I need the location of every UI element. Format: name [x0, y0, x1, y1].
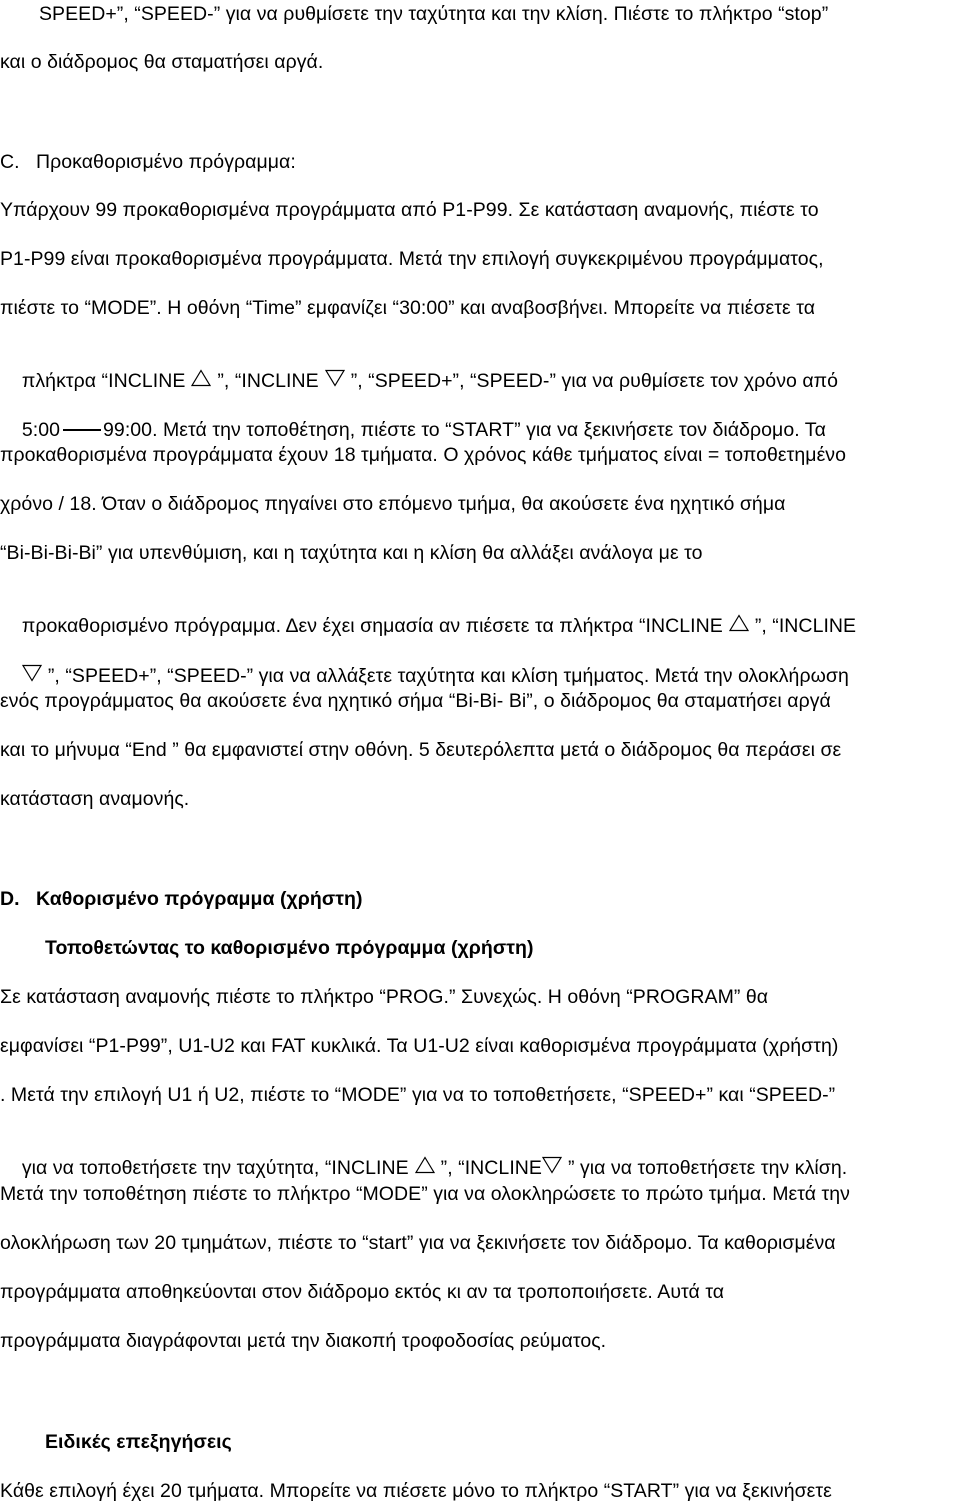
paragraph-line: εμφανίσει “P1-P99”, U1-U2 και FAT κυκλικά. Τα U1-U2 είναι καθορισμένα προγράμματα (χρήστη): [0, 1035, 839, 1057]
text-run: ”, “INCLINE: [440, 1157, 542, 1179]
triangle-up-icon: [415, 1156, 435, 1174]
paragraph-line: SPEED+”, “SPEED-” για να ρυθμίσετε την ταχύτητα και την κλίση. Πιέστε το πλήκτρο “stop”: [39, 3, 829, 25]
paragraph-line: και ο διάδρομος θα σταματήσει αργά.: [0, 51, 324, 73]
text-run: προκαθορισμένο πρόγραμμα. Δεν έχει σημασία αν πιέσετε τα πλήκτρα “INCLINE: [21, 615, 723, 637]
paragraph-line: προκαθορισμένα προγράμματα έχουν 18 τμήματα. Ο χρόνος κάθε τμήματος είναι = τοποθετημένο: [0, 444, 847, 466]
paragraph-line: ολοκλήρωση των 20 τμημάτων, πιέστε το “start” για να ξεκινήσετε τον διάδρομο. Τα καθορισμένα: [0, 1232, 836, 1254]
section-c-heading: C. Προκαθορισμένο πρόγραμμα:: [0, 151, 296, 173]
paragraph-line: προγράμματα διαγράφονται μετά την διακοπή τροφοδοσίας ρεύματος.: [0, 1330, 607, 1352]
triangle-down-icon: [542, 1156, 562, 1174]
paragraph-line: χρόνο / 18. Όταν ο διάδρομος πηγαίνει στο επόμενο τμήμα, θα ακούσετε ένα ηχητικό σήμα: [0, 493, 786, 515]
text-run: ”, “SPEED+”, “SPEED-” για να ρυθμίσετε τον χρόνο από: [350, 370, 839, 392]
special-explanations-heading: Ειδικές επεξηγήσεις: [45, 1431, 232, 1453]
text-run: ” για να τοποθετήσετε την κλίση.: [567, 1157, 848, 1179]
triangle-up-icon: [191, 369, 211, 387]
text-run: ”, “SPEED+”, “SPEED-” για να αλλάξετε ταχύτητα και κλίση τμήματος. Μετά την ολοκλήρωση: [47, 665, 849, 687]
text-run: πλήκτρα “INCLINE: [21, 370, 186, 392]
text-run: 99:00. Μετά την τοποθέτηση, πιέστε το “START” για να ξεκινήσετε τον διάδρομο. Τα: [103, 419, 826, 441]
text-run: για να τοποθετήσετε την ταχύτητα, “INCLINE: [21, 1157, 409, 1179]
triangle-down-icon: [22, 664, 42, 682]
paragraph-line: πιέστε το “MODE”. Η οθόνη “Time” εμφανίζει “30:00” και αναβοσβήνει. Μπορείτε να πιέσετε τα: [0, 297, 816, 319]
paragraph-line: και το μήνυμα “End ” θα εμφανιστεί στην οθόνη. 5 δευτερόλεπτα μετά ο διάδρομος θα περάσει σε: [0, 739, 842, 761]
paragraph-line: P1-P99 είναι προκαθορισμένα προγράμματα. Μετά την επιλογή συγκεκριμένου προγράμματος,: [0, 248, 824, 270]
text-run: ”, “INCLINE: [754, 615, 857, 637]
triangle-up-icon: [729, 614, 749, 632]
paragraph-line: ενός προγράμματος θα ακούσετε ένα ηχητικό σήμα “Bi-Bi- Bi”, ο διάδρομος θα σταματήσει αργά: [0, 690, 831, 712]
paragraph-line: Μετά την τοποθέτηση πιέστε το πλήκτρο “MODE” για να ολοκληρώσετε το πρώτο τμήμα. Μετά την: [0, 1183, 850, 1205]
paragraph-line: . Μετά την επιλογή U1 ή U2, πιέστε το “MODE” για να το τοποθετήσετε, “SPEED+” και “SPEED-”: [0, 1084, 836, 1106]
paragraph-line: “Bi-Bi-Bi-Bi” για υπενθύμιση, και η ταχύτητα και η κλίση θα αλλάξει ανάλογα με το: [0, 542, 703, 564]
section-d-subheading: Τοποθετώντας το καθορισμένο πρόγραμμα (χρήστη): [45, 937, 534, 959]
paragraph-line: προγράμματα αποθηκεύονται στον διάδρομο εκτός κι αν τα τροποποιήσετε. Αυτά τα: [0, 1281, 725, 1303]
triangle-down-icon: [325, 369, 345, 387]
text-run: 5:00: [21, 419, 61, 441]
paragraph-line: Κάθε επιλογή έχει 20 τμήματα. Μπορείτε να πιέσετε μόνο το πλήκτρο “START” για να ξεκινήσετε: [0, 1480, 832, 1502]
section-d-heading: D. Καθορισμένο πρόγραμμα (χρήστη): [0, 888, 363, 910]
text-run: ”, “INCLINE: [217, 370, 319, 392]
dash-separator: [63, 429, 101, 431]
paragraph-line: κατάσταση αναμονής.: [0, 788, 190, 810]
paragraph-line: Υπάρχουν 99 προκαθορισμένα προγράμματα από P1-P99. Σε κατάσταση αναμονής, πιέστε το: [0, 199, 819, 221]
paragraph-line: Σε κατάσταση αναμονής πιέστε το πλήκτρο “PROG.” Συνεχώς. Η οθόνη “PROGRAM” θα: [0, 986, 769, 1008]
